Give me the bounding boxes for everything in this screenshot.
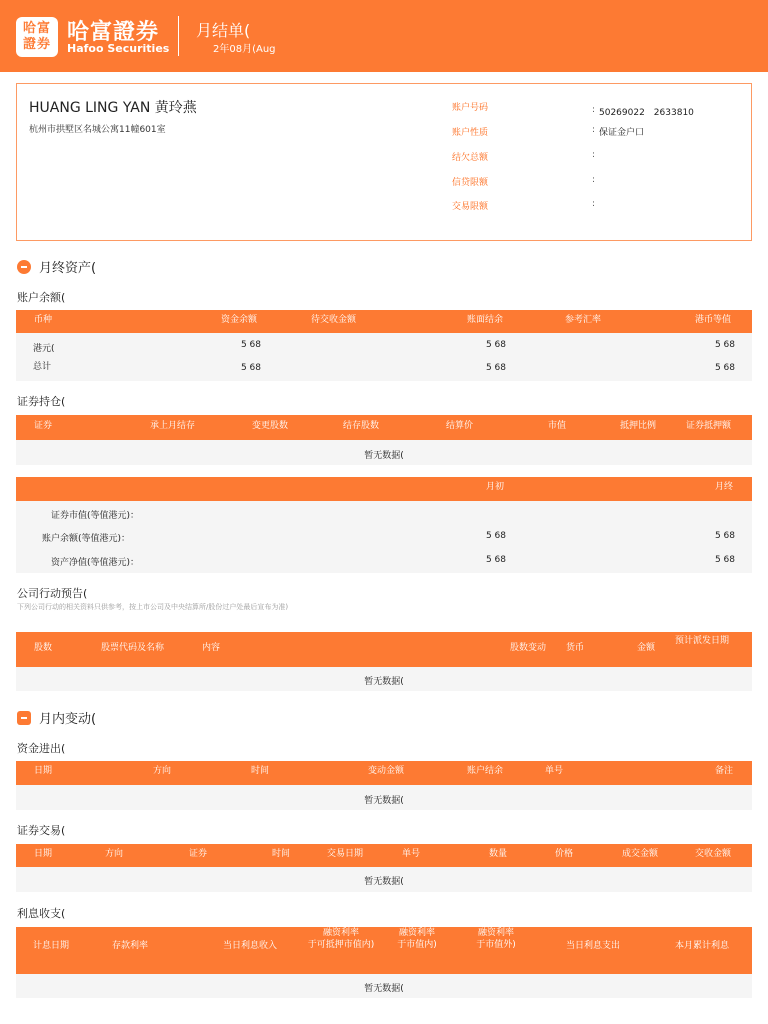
column-header: 交收金额	[695, 849, 732, 859]
section-heading-month-end	[17, 257, 96, 276]
column-header: 金额	[637, 643, 656, 653]
column-header: 证券	[189, 849, 208, 859]
section-icon	[17, 711, 31, 725]
cell-book: 5 68	[485, 363, 506, 373]
column-header: 日期	[34, 766, 53, 776]
cell-start: 5 68	[485, 531, 506, 541]
cell-currency: 总计	[33, 362, 52, 372]
trades-table-body	[16, 867, 752, 892]
column-header: 日期	[34, 849, 53, 859]
column-header: 预计派发日期	[675, 636, 730, 646]
statement-title: 月结单(	[196, 21, 251, 40]
summary-table-body	[16, 501, 752, 573]
cell-hkd: 5 68	[714, 363, 735, 373]
column-header: 计息日期	[33, 941, 70, 951]
account-field-value: 50269022 2633810	[599, 108, 694, 118]
cell-label: 账户余额(等值港元)：	[41, 534, 130, 544]
logo-mark-line2: 證券	[22, 37, 51, 52]
column-header: 结算价	[446, 421, 474, 431]
empty-message: 暂无数据(	[364, 677, 404, 687]
column-header: 股数	[34, 643, 53, 653]
column-header: 成交金额	[622, 849, 659, 859]
account-address: 杭州市拱墅区名城公寓11幢601室	[29, 125, 166, 135]
trades-table-header	[16, 844, 752, 867]
column-header: 证券抵押额	[686, 421, 732, 431]
section-heading-text: 月终资产(	[39, 261, 97, 276]
account-holder-name: HUANG LING YAN 黄玲燕	[29, 100, 197, 116]
column-header: 股数变动	[510, 643, 547, 653]
cell-end: 5 68	[714, 555, 735, 565]
column-header: 方向	[105, 849, 124, 859]
column-header: 交易日期	[327, 849, 364, 859]
colon: :	[592, 105, 596, 115]
column-header: 价格	[555, 849, 574, 859]
cell-currency: 港元(	[33, 344, 55, 354]
account-info-card	[16, 83, 752, 241]
column-header: 融资利率 于市值内)	[397, 928, 437, 950]
cell-end: 5 68	[714, 531, 735, 541]
column-header: 单号	[545, 766, 564, 776]
balance-table-body	[16, 333, 752, 381]
colon: :	[592, 175, 596, 185]
cashflow-table-body	[16, 785, 752, 810]
logo-mark	[16, 17, 58, 57]
summary-table-header	[16, 477, 752, 501]
column-header: 证券	[34, 421, 53, 431]
cell-hkd: 5 68	[714, 340, 735, 350]
account-field-value: 保证金户口	[599, 128, 645, 138]
column-header: 账户结余	[467, 766, 504, 776]
column-header: 时间	[251, 766, 270, 776]
column-header: 月终	[715, 482, 734, 492]
interest-table-header	[16, 927, 752, 974]
empty-message: 暂无数据(	[364, 796, 404, 806]
column-header: 资金余额	[221, 315, 258, 325]
column-header: 抵押比例	[620, 421, 657, 431]
column-header: 参考汇率	[565, 315, 602, 325]
column-header: 月初	[486, 482, 505, 492]
section-heading-month-changes	[17, 708, 96, 727]
empty-message: 暂无数据(	[364, 451, 404, 461]
section-heading-text: 月内变动(	[39, 712, 97, 727]
section-icon	[17, 260, 31, 274]
column-header: 港币等值	[695, 315, 732, 325]
logo-mark-line1: 哈富	[22, 21, 51, 36]
interest-table-title: 利息收支(	[17, 907, 66, 920]
cell-label: 证券市值(等值港元)：	[50, 511, 139, 521]
logo-chinese-name: 哈富證券	[67, 20, 160, 45]
cell-start: 5 68	[485, 555, 506, 565]
balance-table-title: 账户余额(	[17, 291, 66, 304]
column-header: 待交收金额	[311, 315, 357, 325]
cell-book: 5 68	[485, 340, 506, 350]
holdings-table-body	[16, 440, 752, 465]
empty-message: 暂无数据(	[364, 984, 404, 994]
colon: :	[592, 150, 596, 160]
account-field-label: 结欠总额	[452, 153, 489, 163]
column-header: 当日利息收入	[223, 941, 278, 951]
corporate-table-header	[16, 632, 752, 667]
balance-table-header	[16, 310, 752, 333]
cell-label: 资产净值(等值港元)：	[50, 558, 139, 568]
interest-table-body	[16, 974, 752, 998]
column-header: 账面结余	[467, 315, 504, 325]
header-divider	[178, 16, 179, 56]
account-field-label: 交易限额	[452, 202, 489, 212]
corporate-action-title: 公司行动预告(	[17, 587, 88, 600]
column-header: 本月累计利息	[675, 941, 730, 951]
colon: :	[592, 125, 596, 135]
column-header: 时间	[272, 849, 291, 859]
column-header: 内容	[202, 643, 221, 653]
logo-english-name: Hafoo Securities	[67, 42, 170, 55]
statement-period: 2年08月(Aug	[213, 44, 276, 55]
trades-table-title: 证券交易(	[17, 824, 66, 837]
account-field-label: 信贷限额	[452, 178, 489, 188]
cell-cash: 5 68	[240, 363, 261, 373]
column-header: 变更股数	[252, 421, 289, 431]
column-header: 股票代码及名称	[101, 643, 165, 653]
cell-cash: 5 68	[240, 340, 261, 350]
column-header: 融资利率 于市值外)	[476, 928, 516, 950]
corporate-table-body	[16, 667, 752, 691]
column-header: 变动金额	[368, 766, 405, 776]
column-header: 单号	[402, 849, 421, 859]
column-header: 当日利息支出	[566, 941, 621, 951]
column-header: 货币	[566, 643, 585, 653]
holdings-table-header	[16, 415, 752, 440]
column-header: 承上月结存	[150, 421, 196, 431]
colon: :	[592, 199, 596, 209]
empty-message: 暂无数据(	[364, 877, 404, 887]
account-field-label: 账户号码	[452, 103, 489, 113]
column-header: 数量	[489, 849, 508, 859]
cashflow-table-title: 资金进出(	[17, 742, 66, 755]
column-header: 方向	[153, 766, 172, 776]
cashflow-table-header	[16, 761, 752, 785]
column-header: 币种	[34, 315, 53, 325]
corporate-action-note: 下列公司行动的相关资料只供参考，按上市公司及中央结算所/股份过户处最后宣布为准)	[17, 603, 289, 611]
column-header: 备注	[715, 766, 734, 776]
header-bar	[0, 0, 768, 72]
column-header: 结存股数	[343, 421, 380, 431]
column-header: 存款利率	[112, 941, 149, 951]
holdings-table-title: 证券持仓(	[17, 395, 66, 408]
column-header: 融资利率 于可抵押市值内)	[307, 928, 375, 950]
account-field-label: 账户性质	[452, 128, 489, 138]
column-header: 市值	[548, 421, 567, 431]
